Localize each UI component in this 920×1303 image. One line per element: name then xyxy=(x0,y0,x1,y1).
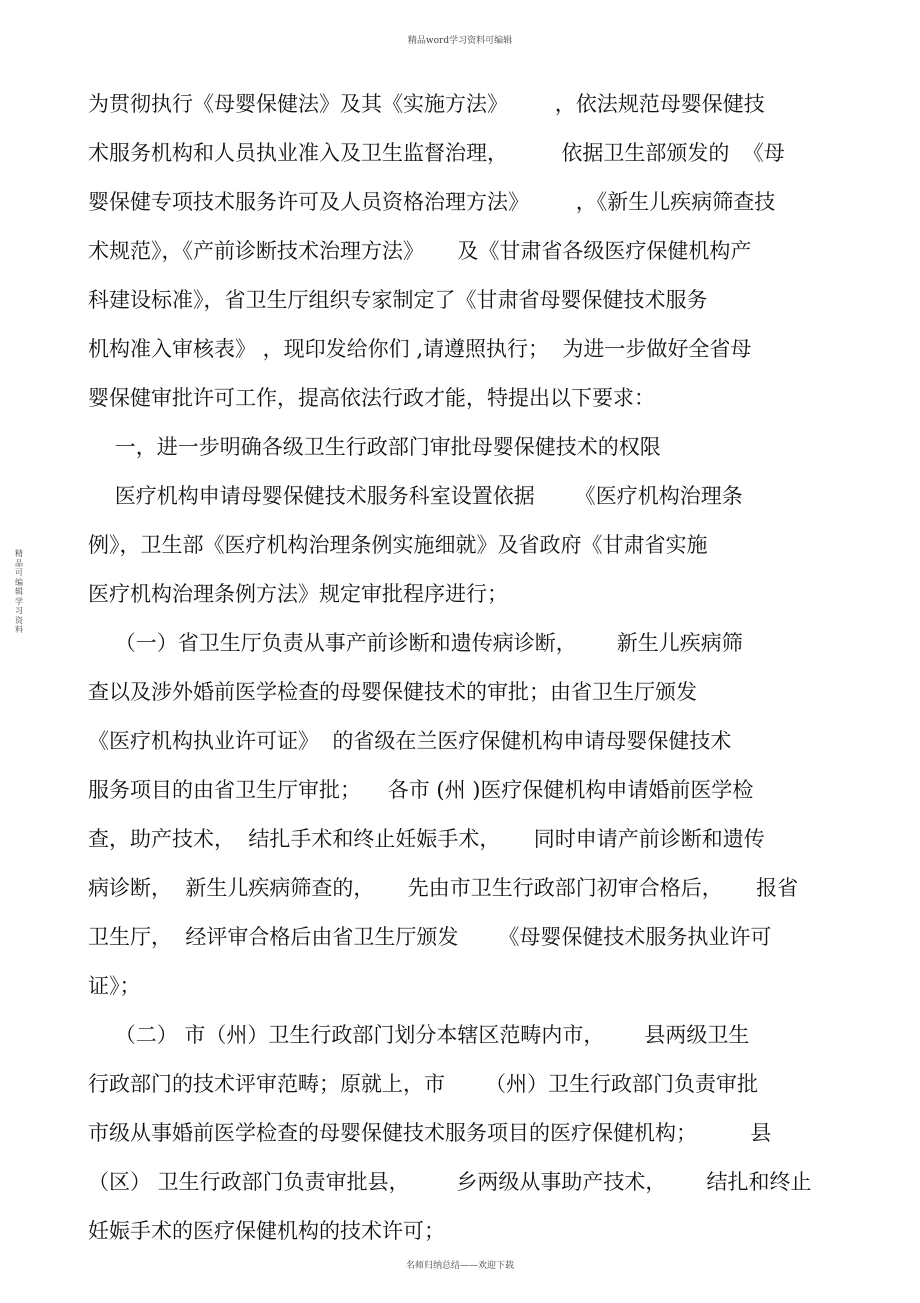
text-line: 一，进一步明确各级卫生行政部门审批母婴保健技术的权限 xyxy=(88,435,661,459)
text-line: 妊娠手术的医疗保健机构的技术许可； xyxy=(88,1219,445,1243)
text-line: 例》，卫生部《医疗机构治理条例实施细就》及省政府《甘肃省实施 xyxy=(88,533,708,557)
text-line: 行政部门的技术评审范畴；原就上，市 （州）卫生行政部门负责审批 xyxy=(88,1072,759,1096)
side-watermark-note: 精品可编辑学习资料 xyxy=(15,549,23,634)
page-header: 精品word学习资料可编辑 xyxy=(407,36,513,46)
text-line: （一）省卫生厅负责从事产前诊断和遗传病诊断， 新生儿疾病筛 xyxy=(88,631,743,655)
text-line: 服务项目的由省卫生厅审批； 各市 (州 )医疗保健机构申请婚前医学检 xyxy=(88,778,754,802)
text-line: 查，助产技术， 结扎手术和终止妊娠手术， 同时申请产前诊断和遗传 xyxy=(88,827,765,851)
text-line: 婴保健审批许可工作，提高依法行政才能，特提出以下要求： xyxy=(88,386,655,410)
text-line: （区） 卫生行政部门负责审批县， 乡两级从事助产技术， 结扎和终止 xyxy=(88,1170,812,1194)
text-line: 证》； xyxy=(88,974,141,998)
text-line: 术服务机构和人员执业准入及卫生监督治理， 依据卫生部颁发的 《母 xyxy=(88,141,785,165)
document-body xyxy=(88,80,828,1256)
text-line: 为贯彻执行《母婴保健法》及其《实施方法》 ，依法规范母婴保健技 xyxy=(88,92,765,116)
text-line: 《医疗机构执业许可证》 的省级在兰医疗保健机构申请母婴保健技术 xyxy=(88,729,732,753)
text-line: （二） 市（州）卫生行政部门划分本辖区范畴内市， 县两级卫生 xyxy=(88,1023,750,1047)
text-line: 医疗机构申请母婴保健技术服务科室设置依据 《医疗机构治理条 xyxy=(88,484,743,508)
text-line: 术规范》，《产前诊断技术治理方法》 及《甘肃省各级医疗保健机构产 xyxy=(88,239,752,263)
text-line: 查以及涉外婚前医学检查的母婴保健技术的审批；由省卫生厅颁发 xyxy=(88,680,697,704)
text-line: 卫生厅， 经评审合格后由省卫生厅颁发 《母婴保健技术服务执业许可 xyxy=(88,925,772,949)
text-line: 病诊断， 新生儿疾病筛查的， 先由市卫生行政部门初审合格后， 报省 xyxy=(88,876,799,900)
text-line: 机构准入审核表》 ，现印发给你们 ,请遵照执行； 为进一步做好全省母 xyxy=(88,337,752,361)
text-line: 医疗机构治理条例方法》规定审批程序进行； xyxy=(88,582,508,606)
page-footer: 名师归纳总结——欢迎下载 xyxy=(405,1261,514,1271)
text-line: 科建设标准》，省卫生厅组织专家制定了《甘肃省母婴保健技术服务 xyxy=(88,288,708,312)
text-line: 婴保健专项技术服务许可及人员资格治理方法》 ，《新生儿疾病筛查技 xyxy=(88,190,776,214)
text-line: 市级从事婚前医学检查的母婴保健技术服务项目的医疗保健机构； 县 xyxy=(88,1121,772,1145)
